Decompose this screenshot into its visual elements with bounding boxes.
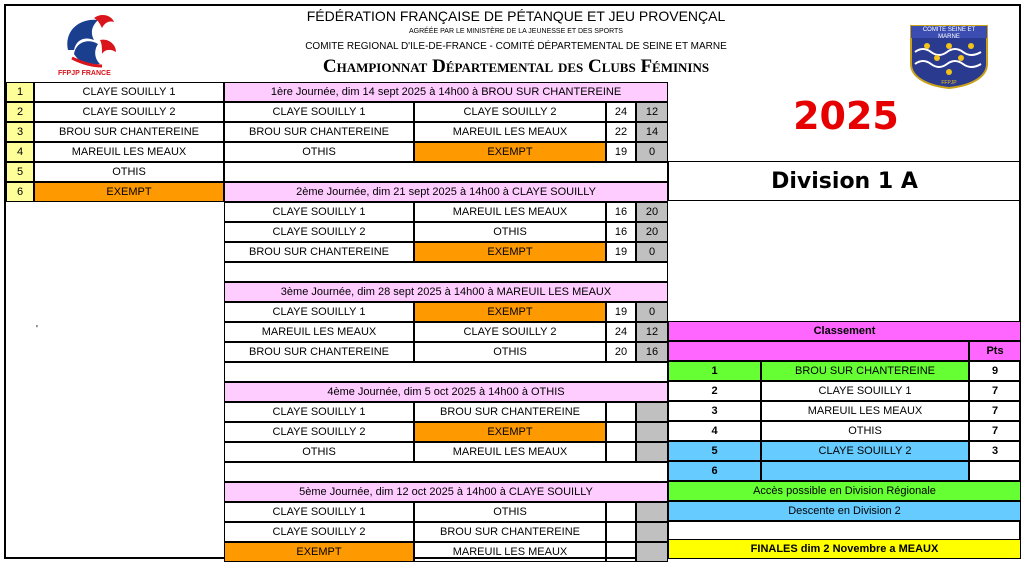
committee-line: COMITE REGIONAL D'ILE-DE-FRANCE - COMITÉ DÉPARTEMENTAL DE SEINE ET MARNE bbox=[305, 41, 727, 52]
match-away-team: EXEMPT bbox=[414, 242, 606, 262]
match-home-team: CLAYE SOUILLY 1 bbox=[224, 102, 414, 122]
relegation-note: Descente en Division 2 bbox=[668, 501, 1021, 521]
standings-team: CLAYE SOUILLY 2 bbox=[761, 441, 969, 461]
standings-team: BROU SUR CHANTEREINE bbox=[761, 361, 969, 381]
match-home-score: 20 bbox=[606, 342, 636, 362]
match-away-score: 12 bbox=[636, 102, 668, 122]
match-home-team: EXEMPT bbox=[224, 542, 414, 562]
match-away-team: MAREUIL LES MEAUX bbox=[414, 202, 606, 222]
round-spacer bbox=[224, 262, 668, 282]
championship-title: Championnat Départemental des Clubs Féminins bbox=[322, 56, 710, 77]
match-away-team: MAREUIL LES MEAUX bbox=[414, 542, 606, 562]
federation-name: FÉDÉRATION FRANÇAISE DE PÉTANQUE ET JEU PROVENÇAL bbox=[306, 8, 726, 24]
match-away-team: BROU SUR CHANTEREINE bbox=[414, 522, 606, 542]
round-title: 2ème Journée, dim 21 sept 2025 à 14h00 à CLAYE SOUILLY bbox=[224, 182, 668, 202]
standings-team: CLAYE SOUILLY 1 bbox=[761, 381, 969, 401]
standings-title: Classement bbox=[668, 321, 1021, 341]
round-title: 3ème Journée, dim 28 sept 2025 à 14h00 à MAREUIL LES MEAUX bbox=[224, 282, 668, 302]
seine-et-marne-crest bbox=[909, 24, 989, 90]
match-away-score: 20 bbox=[636, 222, 668, 242]
match-away-score: 0 bbox=[636, 302, 668, 322]
round-title: 5ème Journée, dim 12 oct 2025 à 14h00 à CLAYE SOUILLY bbox=[224, 482, 668, 502]
match-home-team: CLAYE SOUILLY 1 bbox=[224, 502, 414, 522]
round-title: 1ère Journée, dim 14 sept 2025 à 14h00 à BROU SUR CHANTEREINE bbox=[224, 82, 668, 102]
match-away-score bbox=[636, 402, 668, 422]
match-home-team: CLAYE SOUILLY 1 bbox=[224, 202, 414, 222]
round-spacer bbox=[224, 362, 668, 382]
match-home-team: MAREUIL LES MEAUX bbox=[224, 322, 414, 342]
match-away-score: 16 bbox=[636, 342, 668, 362]
match-home-team: CLAYE SOUILLY 2 bbox=[224, 522, 414, 542]
match-away-score bbox=[636, 502, 668, 522]
agreement-line: AGRÉÉE PAR LE MINISTÈRE DE LA JEUNESSE ET DES SPORTS bbox=[409, 28, 623, 35]
match-home-team: BROU SUR CHANTEREINE bbox=[224, 242, 414, 262]
match-away-score bbox=[636, 522, 668, 542]
team-name: MAREUIL LES MEAUX bbox=[34, 142, 224, 162]
header bbox=[226, 6, 806, 86]
team-number: 3 bbox=[6, 122, 34, 142]
standings-pts-header: Pts bbox=[969, 341, 1021, 361]
round-spacer bbox=[224, 162, 668, 182]
match-away-team: OTHIS bbox=[414, 222, 606, 242]
division-label: Division 1 A bbox=[668, 161, 1021, 201]
match-home-team: CLAYE SOUILLY 1 bbox=[224, 402, 414, 422]
standings-points: 3 bbox=[969, 441, 1021, 461]
standings-points: 7 bbox=[969, 401, 1021, 421]
match-home-team: OTHIS bbox=[224, 142, 414, 162]
ffpjp-logo-text: FFPJP FRANCE bbox=[58, 70, 111, 77]
stray-mark: ' bbox=[36, 324, 38, 335]
match-home-score bbox=[606, 402, 636, 422]
match-home-team: CLAYE SOUILLY 2 bbox=[224, 222, 414, 242]
match-away-team: EXEMPT bbox=[414, 422, 606, 442]
standings-team: OTHIS bbox=[761, 421, 969, 441]
match-away-score: 0 bbox=[636, 242, 668, 262]
match-away-score bbox=[636, 422, 668, 442]
match-away-team: MAREUIL LES MEAUX bbox=[414, 122, 606, 142]
standings-team bbox=[761, 461, 969, 481]
team-name: EXEMPT bbox=[34, 182, 224, 202]
match-home-score bbox=[606, 442, 636, 462]
standings-points: 7 bbox=[969, 381, 1021, 401]
match-home-team: CLAYE SOUILLY 1 bbox=[224, 302, 414, 322]
standings-rank: 1 bbox=[668, 361, 761, 381]
standings-team: MAREUIL LES MEAUX bbox=[761, 401, 969, 421]
standings-points bbox=[969, 461, 1021, 481]
team-number: 2 bbox=[6, 102, 34, 122]
team-name: OTHIS bbox=[34, 162, 224, 182]
standings-header-spacer bbox=[668, 341, 969, 361]
match-away-team: CLAYE SOUILLY 2 bbox=[414, 102, 606, 122]
match-home-team: BROU SUR CHANTEREINE bbox=[224, 122, 414, 142]
match-away-team: EXEMPT bbox=[414, 142, 606, 162]
match-home-team: OTHIS bbox=[224, 442, 414, 462]
match-home-score: 19 bbox=[606, 302, 636, 322]
match-away-team: MAREUIL LES MEAUX bbox=[414, 442, 606, 462]
round-title: 4ème Journée, dim 5 oct 2025 à 14h00 à OTHIS bbox=[224, 382, 668, 402]
match-away-score bbox=[636, 542, 668, 562]
schedule-sheet bbox=[4, 4, 1021, 559]
crest-bottom-text: FFPJP bbox=[941, 80, 957, 86]
round-spacer bbox=[224, 462, 668, 482]
standings-points: 9 bbox=[969, 361, 1021, 381]
match-away-score: 14 bbox=[636, 122, 668, 142]
team-number: 4 bbox=[6, 142, 34, 162]
match-away-team: CLAYE SOUILLY 2 bbox=[414, 322, 606, 342]
match-away-score: 0 bbox=[636, 142, 668, 162]
match-home-team: CLAYE SOUILLY 2 bbox=[224, 422, 414, 442]
match-home-score bbox=[606, 522, 636, 542]
match-home-score: 19 bbox=[606, 142, 636, 162]
standings-rank: 6 bbox=[668, 461, 761, 481]
team-name: BROU SUR CHANTEREINE bbox=[34, 122, 224, 142]
team-number: 1 bbox=[6, 82, 34, 102]
match-away-score: 12 bbox=[636, 322, 668, 342]
match-home-score: 16 bbox=[606, 202, 636, 222]
match-away-team: OTHIS bbox=[414, 342, 606, 362]
match-home-score: 24 bbox=[606, 102, 636, 122]
match-away-team: EXEMPT bbox=[414, 302, 606, 322]
match-home-score bbox=[606, 502, 636, 522]
ffpjp-logo bbox=[54, 10, 134, 82]
season-year: 2025 bbox=[793, 94, 899, 138]
match-home-score: 24 bbox=[606, 322, 636, 342]
team-number: 5 bbox=[6, 162, 34, 182]
crest-top-text: COMITE SEINE ET MARNE bbox=[922, 27, 976, 40]
team-number: 6 bbox=[6, 182, 34, 202]
match-home-score bbox=[606, 542, 636, 562]
promotion-note: Accès possible en Division Régionale bbox=[668, 481, 1021, 501]
standings-rank: 3 bbox=[668, 401, 761, 421]
match-away-team: BROU SUR CHANTEREINE bbox=[414, 402, 606, 422]
match-away-score bbox=[636, 442, 668, 462]
match-home-score: 16 bbox=[606, 222, 636, 242]
standings-points: 7 bbox=[969, 421, 1021, 441]
match-away-score: 20 bbox=[636, 202, 668, 222]
finals-note: FINALES dim 2 Novembre a MEAUX bbox=[668, 539, 1021, 559]
match-home-team: BROU SUR CHANTEREINE bbox=[224, 342, 414, 362]
match-home-score bbox=[606, 422, 636, 442]
team-name: CLAYE SOUILLY 2 bbox=[34, 102, 224, 122]
match-away-team: OTHIS bbox=[414, 502, 606, 522]
match-home-score: 22 bbox=[606, 122, 636, 142]
match-home-score: 19 bbox=[606, 242, 636, 262]
standings-rank: 2 bbox=[668, 381, 761, 401]
standings-rank: 4 bbox=[668, 421, 761, 441]
standings-spacer bbox=[668, 521, 1021, 541]
standings-rank: 5 bbox=[668, 441, 761, 461]
team-name: CLAYE SOUILLY 1 bbox=[34, 82, 224, 102]
